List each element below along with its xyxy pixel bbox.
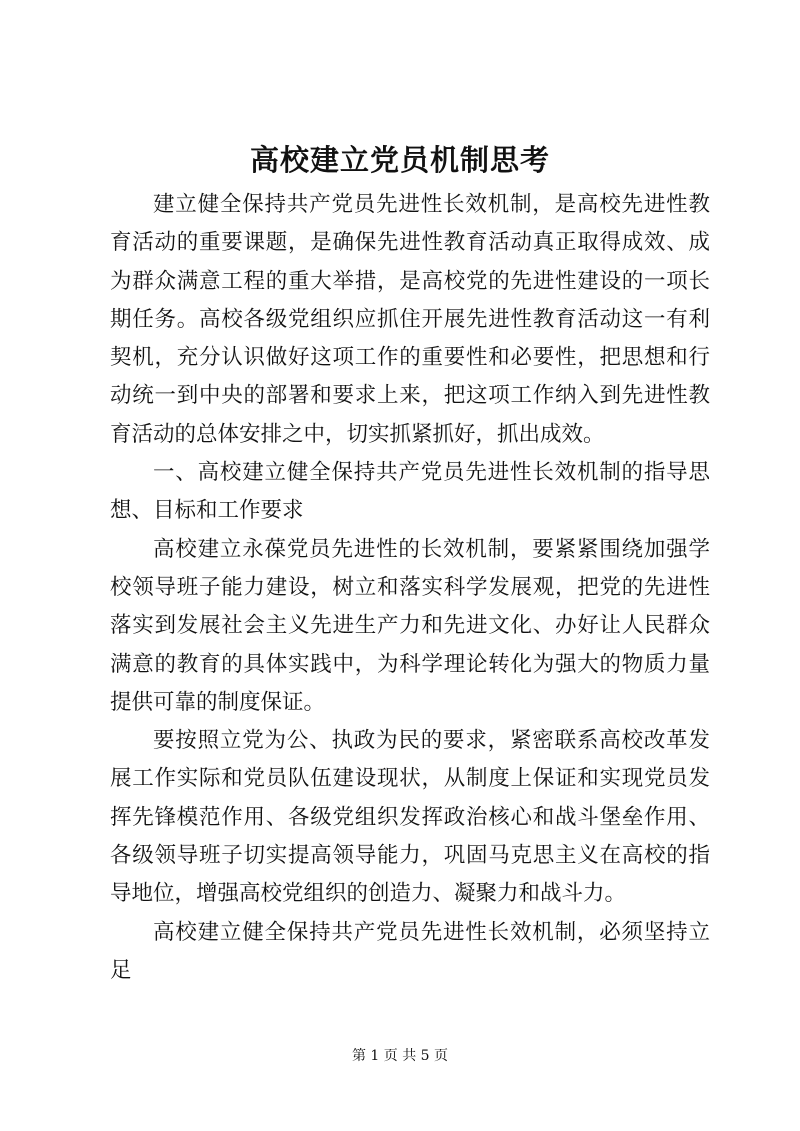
paragraph-requirements: 要按照立党为公、执政为民的要求，紧密联系高校改革发展工作实际和党员队伍建设现状，从制度上保证和实现党员发挥先锋模范作用、各级党组织发挥政治核心和战斗堡垒作用、各级领导班子切实提高领导能力，巩固马克思主义在高校的指导地位，增强高校党组织的创造力、凝聚力和战斗力。 [110,728,710,907]
page-number-footer: 第 1 页 共 5 页 [351,1048,449,1064]
section-heading-1: 一、高校建立健全保持共产党员先进性长效机制的指导思想、目标和工作要求 [110,460,710,524]
document-body [110,186,710,990]
paragraph-intro: 建立健全保持共产党员先进性长效机制，是高校先进性教育活动的重要课题，是确保先进性教育活动真正取得成效、成为群众满意工程的重大举措，是高校党的先进性建设的一项长期任务。高校各级党组织应抓住开展先进性教育活动这一有利契机，充分认识做好这项工作的重要性和必要性，把思想和行动统一到中央的部署和要求上来，把这项工作纳入到先进性教育活动的总体安排之中，切实抓紧抓好，抓出成效。 [110,192,710,447]
document-title: 高校建立党员机制思考 [249,143,550,177]
paragraph-continued: 高校建立健全保持共产党员先进性长效机制，必须坚持立足 [110,919,710,983]
paragraph-mechanism: 高校建立永葆党员先进性的长效机制，要紧紧围绕加强学校领导班子能力建设，树立和落实科学发展观，把党的先进性落实到发展社会主义先进生产力和先进文化、办好让人民群众满意的教育的具体实践中，为科学理论转化为强大的物质力量提供可靠的制度保证。 [110,536,710,715]
